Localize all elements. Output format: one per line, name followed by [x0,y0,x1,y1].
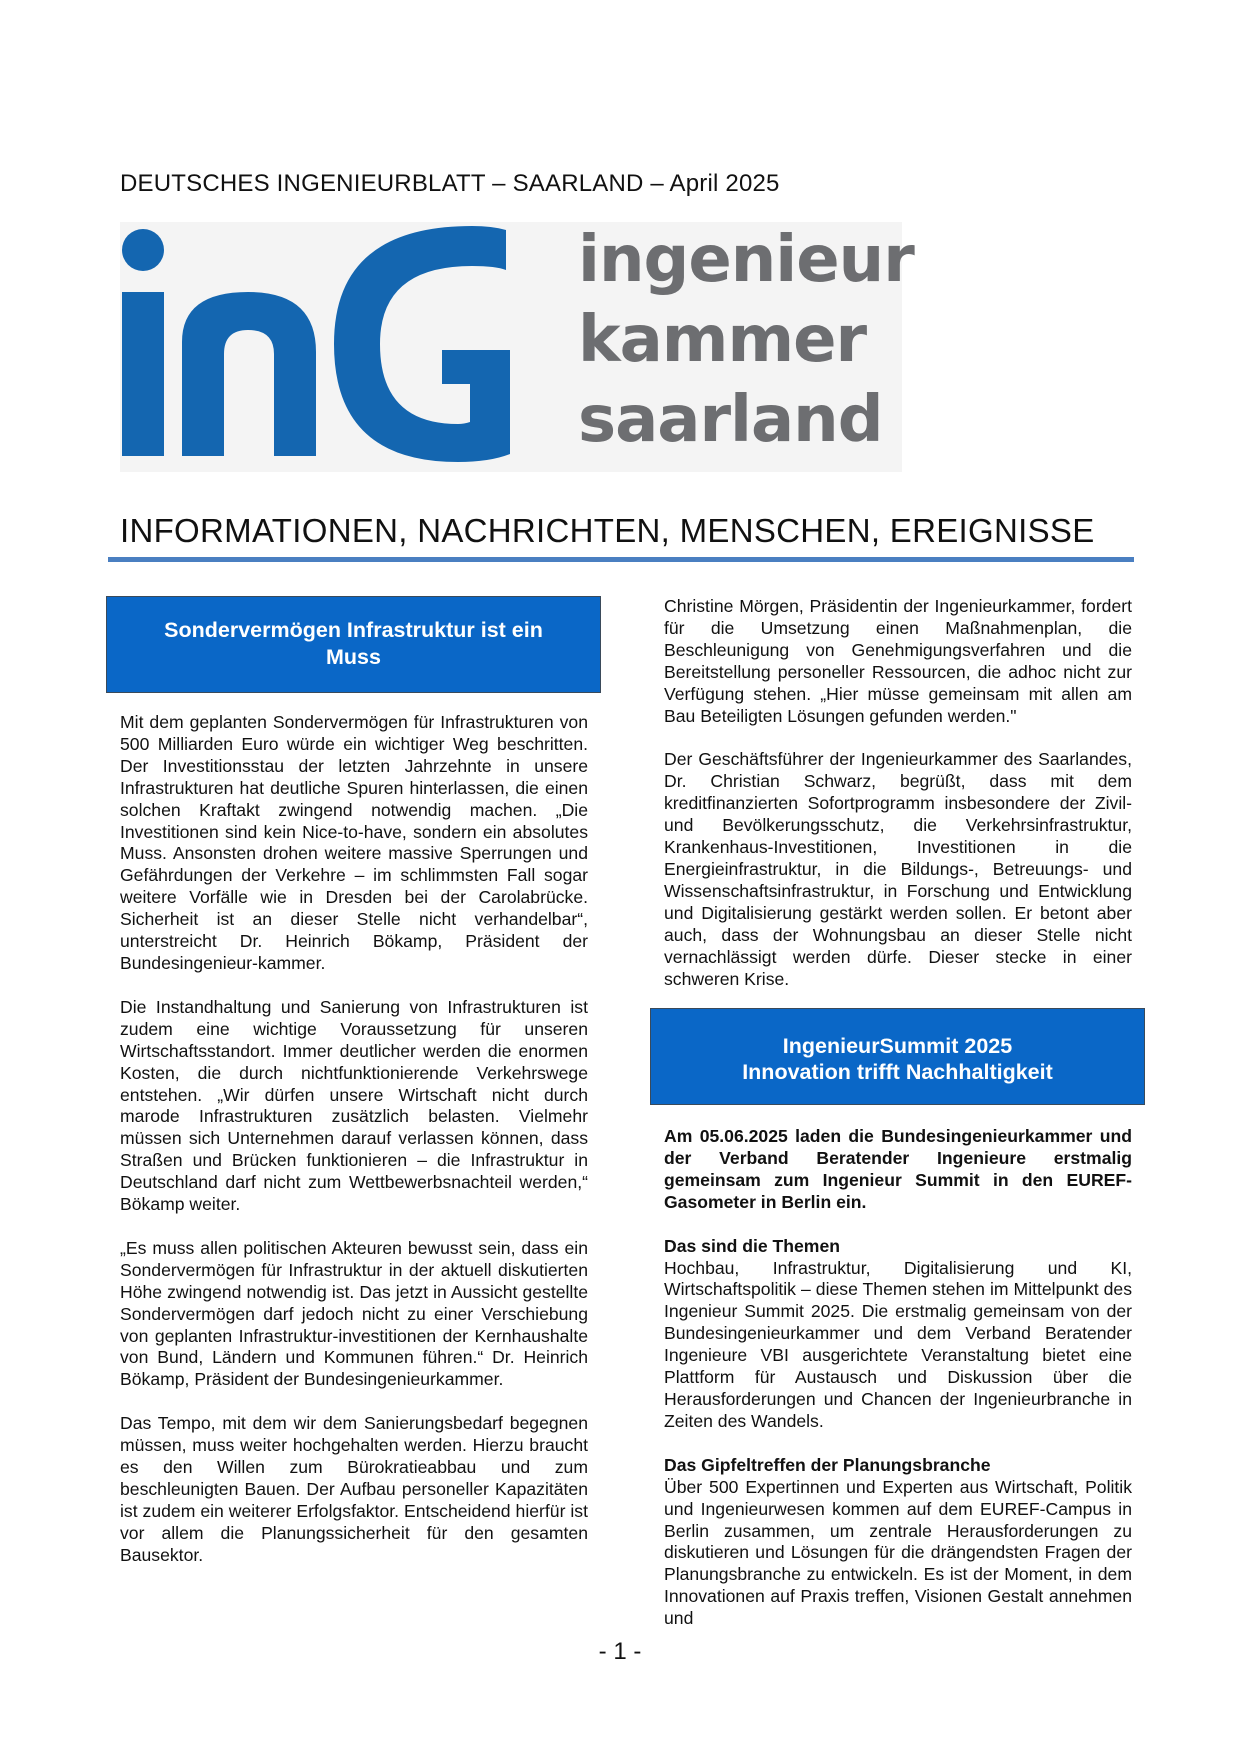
logo-word-saarland: saarland [578,383,883,457]
article1-continued-paragraph: Christine Mörgen, Präsidentin der Ingenieurkammer, fordert für die Umsetzung einen Maßnahmenplan, die Beschleunigung von Genehmigungsverfahren und die Bereitstellung personeller Ressourcen, die adhoc nicht zur Verfügung stehen. „Hier müsse gemeinsam mit allen am Bau Beteiligten Lösungen gefunden werden." [664,596,1132,726]
ing-logo-mark [120,222,580,472]
right-column-lower [664,1126,1132,1630]
article2-title-line: IngenieurSummit 2025 [782,1034,1013,1058]
logo-word-ingenieur: ingenieur [578,223,914,297]
section-heading: INFORMATIONEN, NACHRICHTEN, MENSCHEN, EREIGNISSE [120,512,1095,549]
right-column [664,596,1132,990]
article2-title-box [650,1008,1145,1105]
heading-divider [108,557,1134,562]
article2-lead: Am 05.06.2025 laden die Bundesingenieurkammer und der Verband Beratender Ingenieure erstmalig gemeinsam zum Ingenieur Summit in den EUREF-Gasometer in Berlin ein. [664,1126,1132,1212]
article1-paragraph: Mit dem geplanten Sondervermögen für Infrastrukturen von 500 Milliarden Euro würde ein wichtiger Weg beschritten. Der Investitionsstau der letzten Jahrzehnte in unsere Infrastrukturen hat deutliche Spuren hinterlassen, die einen solchen Kraftakt zwingend notwendig machen. „Die Investitionen sind kein Nice-to-have, sondern ein absolutes Muss. Ansonsten drohen weitere massive Sperrungen und Gefährdungen der Verkehre – im schlimmsten Fall sogar weitere Vorfälle wie in Dresden bei der Carolabrücke. Sicherheit ist an dieser Stelle nicht verhandelbar“, unterstreicht Dr. Heinrich Bökamp, Präsident der Bundesingenieur-kammer. [120,712,588,973]
article1-paragraph: Die Instandhaltung und Sanierung von Infrastrukturen ist zudem eine wichtige Voraussetzung für unseren Wirtschaftsstandort. Immer deutlicher werden die enormen Kosten, die durch nichtfunktionierende Verkehrswege entstehen. „Wir dürfen unsere Wirtschaft nicht durch marode Infrastrukturen zusätzlich belasten. Vielmehr müssen sich Unternehmen darauf verlassen können, dass Straßen und Brücken funktionieren – die Infrastruktur in Deutschland darf nicht zum Wettbewerbsnachteil werden,“ Bökamp weiter. [120,996,588,1215]
article2-paragraph: Hochbau, Infrastruktur, Digitalisierung und KI, Wirtschaftspolitik – diese Themen stehen im Mittelpunkt des Ingenieur Summit 2025. Die erstmalig gemeinsam von der Bundesingenieurkammer und dem Verband Beratender Ingenieure VBI ausgerichtete Veranstaltung bietet eine Plattform für Austausch und Diskussion über die Herausforderungen und Chancen der Ingenieurbranche in Zeiten des Wandels. [664,1257,1132,1431]
ingenieurkammer-saarland-logo [120,222,914,472]
page-number: - 1 - [598,1638,642,1665]
article2-subheading: Das sind die Themen [664,1235,840,1256]
article1-paragraph: Das Tempo, mit dem wir dem Sanierungsbedarf begegnen müssen, muss weiter hochgehalten werden. Hierzu braucht es den Willen zum Bürokratieabbau und zum beschleunigten Bauen. Der Aufbau personeller Kapazitäten ist zudem ein weiterer Erfolgsfaktor. Entscheidend hierfür ist vor allem die Planungssicherheit für den gesamten Bausektor. [120,1413,588,1565]
article2-paragraph: Über 500 Expertinnen und Experten aus Wirtschaft, Politik und Ingenieurwesen kommen auf dem EUREF-Campus in Berlin zusammen, um zentrale Herausforderungen zu diskutieren und Lösungen für die drängendsten Fragen der Planungsbranche zu entwickeln. Es ist der Moment, in dem Innovationen auf Praxis treffen, Visionen Gestalt annehmen und [664,1476,1132,1629]
publication-header: DEUTSCHES INGENIEURBLATT – SAARLAND – April 2025 [120,170,780,197]
article1-title-box [106,596,601,693]
article1-title-line: Muss [326,645,381,669]
article1-title-line: Sondervermögen Infrastruktur ist ein [164,618,543,642]
left-column [120,712,588,1567]
article2-subheading: Das Gipfeltreffen der Planungsbranche [664,1454,991,1475]
article1-continued-paragraph: Der Geschäftsführer der Ingenieurkammer des Saarlandes, Dr. Christian Schwarz, begrüßt, dass mit dem kreditfinanzierten Sofortprogramm insbesondere der Zivil- und Bevölkerungsschutz, die Verkehrsinfrastruktur, Krankenhaus-Investitionen, Investitionen in die Energieinfrastruktur, in die Bildungs-, Betreuungs- und Wissenschaftsinfrastruktur, in Forschung und Entwicklung und Digitalisierung gestärkt werden sollen. Er betont aber auch, dass der Wohnungsbau an dieser Stelle nicht vernachlässigt werden dürfe. Dieser stecke in einer schweren Krise. [664,749,1132,989]
logo-word-kammer: kammer [578,303,867,377]
logo-wordmark [578,220,914,460]
article2-title-line: Innovation trifft Nachhaltigkeit [742,1060,1053,1084]
article1-paragraph: „Es muss allen politischen Akteuren bewusst sein, dass ein Sondervermögen für Infrastruktur in der aktuell diskutierten Höhe zwingend notwendig ist. Das jetzt in Aussicht gestellte Sondervermögen darf jedoch nicht zu einer Verschiebung von geplanten Infrastruktur-investitionen der Kernhaushalte von Bund, Ländern und Kommunen führen.“ Dr. Heinrich Bökamp, Präsident der Bundesingenieurkammer. [120,1237,588,1390]
